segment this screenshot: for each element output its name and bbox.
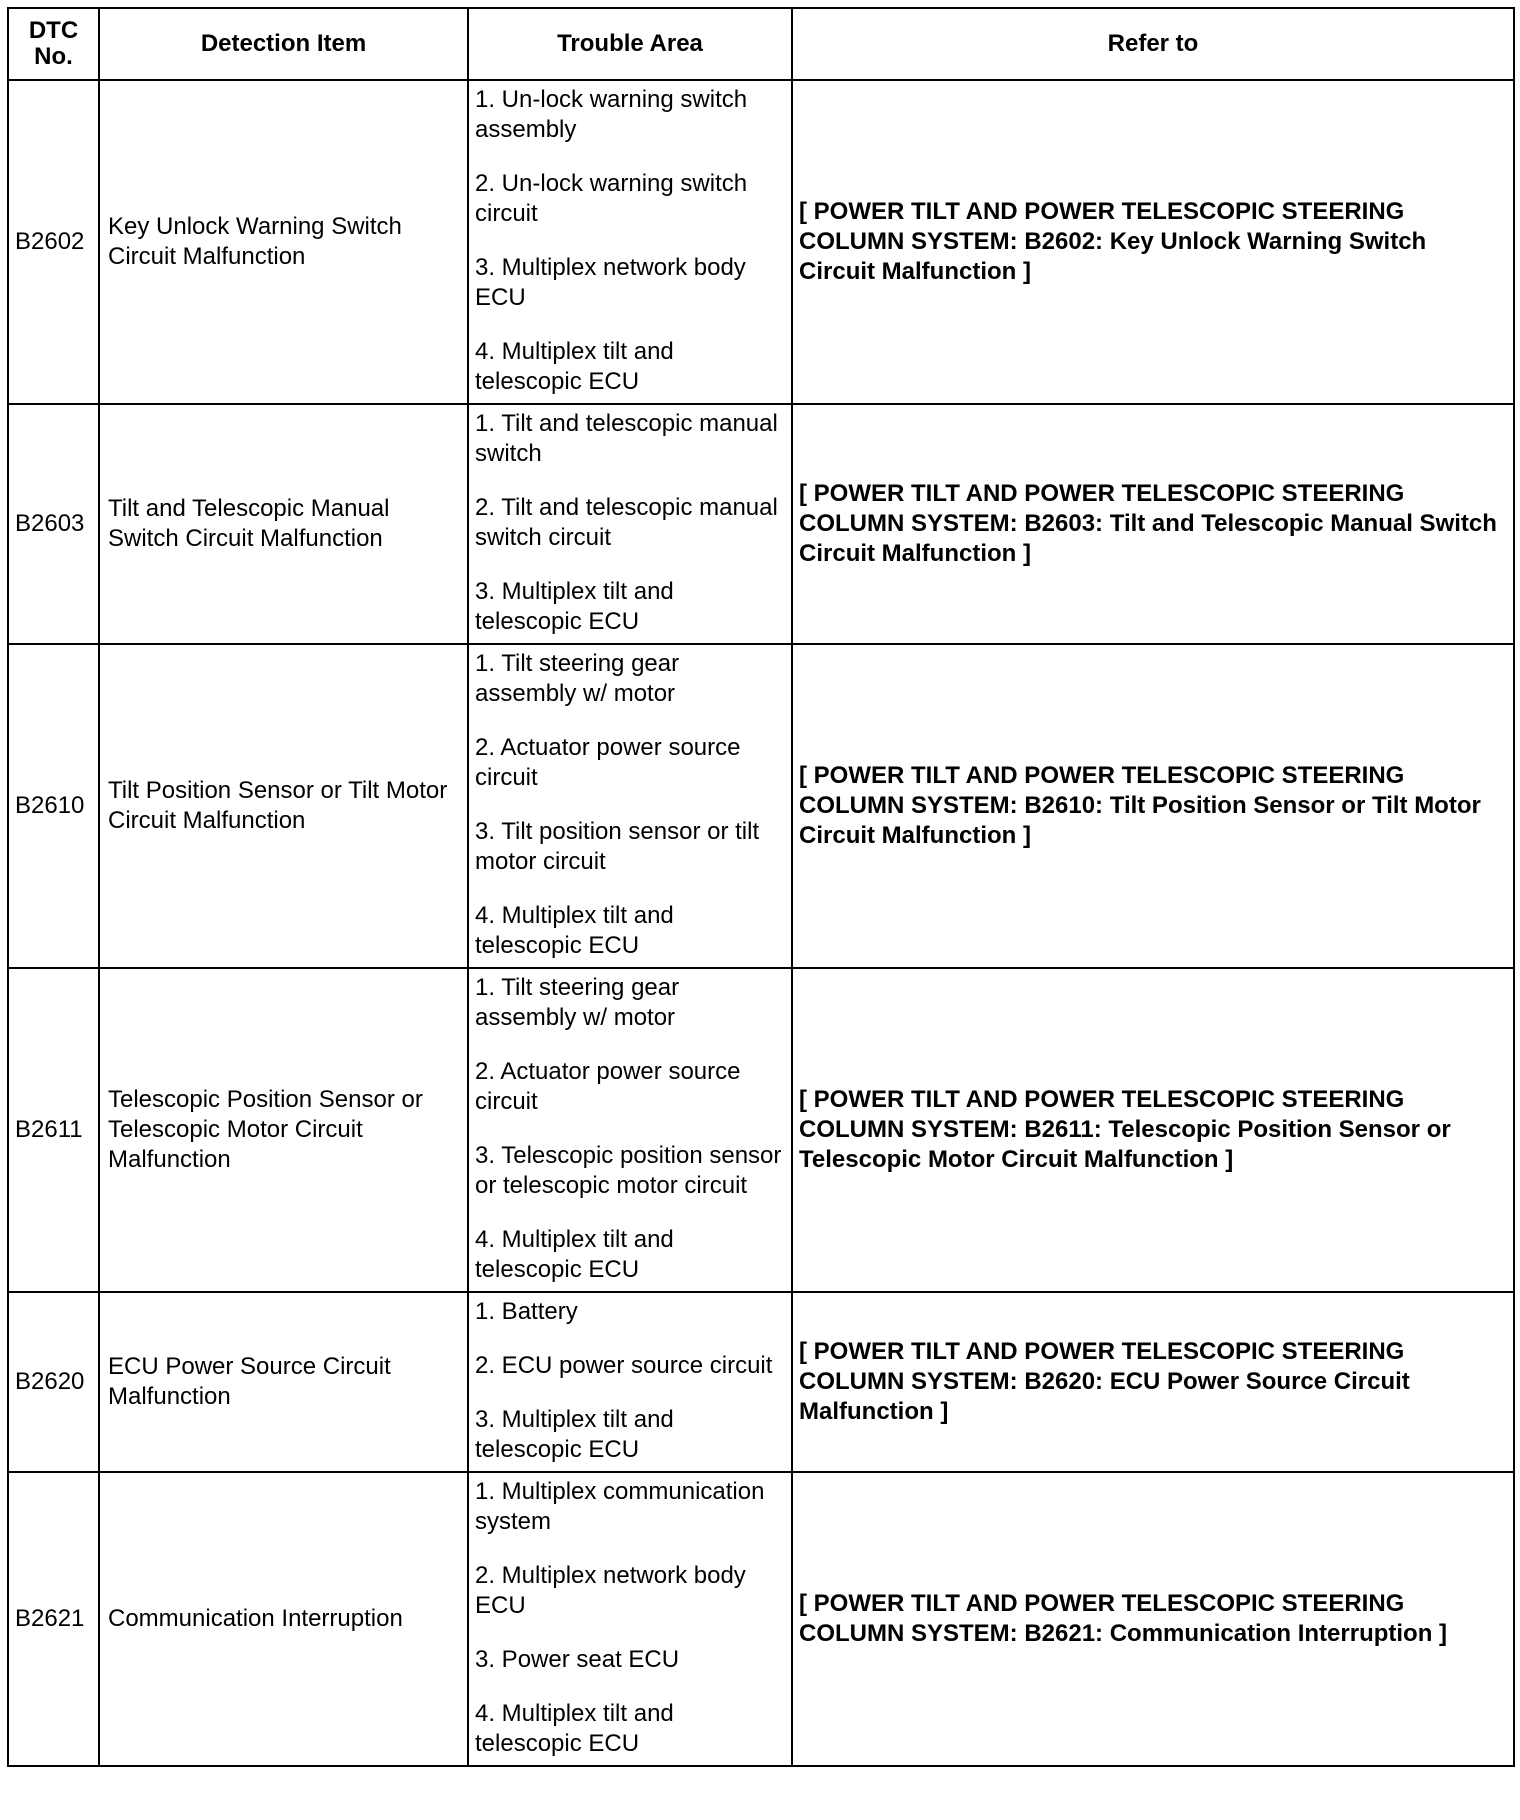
header-refer-to: Refer to [792,8,1514,80]
detection-item: Tilt Position Sensor or Tilt Motor Circuit Malfunction [99,644,468,968]
refer-link[interactable]: [ POWER TILT AND POWER TELESCOPIC STEERING COLUMN SYSTEM: B2610: Tilt Position Sensor or Tilt Motor Circuit Malfunction ] [792,644,1514,968]
trouble-item: 1. Tilt steering gear assembly w/ motor [475,650,680,707]
trouble-item: 4. Multiplex tilt and telescopic ECU [475,338,674,395]
trouble-item: 3. Telescopic position sensor or telescopic motor circuit [475,1142,782,1199]
trouble-item: 1. Un-lock warning switch assembly [475,86,748,143]
trouble-item: 1. Tilt steering gear assembly w/ motor [475,974,680,1031]
table-row [8,1472,1514,1766]
dtc-code: B2603 [8,404,99,644]
dtc-table-container [7,7,1513,1767]
trouble-item: 1. Battery [475,1298,578,1325]
trouble-item: 4. Multiplex tilt and telescopic ECU [475,902,674,959]
trouble-item: 2. Tilt and telescopic manual switch circuit [475,494,778,551]
trouble-item: 2. Actuator power source circuit [475,734,741,791]
detection-item: Key Unlock Warning Switch Circuit Malfunction [99,80,468,404]
trouble-area [468,1292,792,1472]
dtc-code: B2602 [8,80,99,404]
detection-item: ECU Power Source Circuit Malfunction [99,1292,468,1472]
trouble-area [468,644,792,968]
header-trouble-area: Trouble Area [468,8,792,80]
table-row [8,1292,1514,1472]
trouble-item: 1. Tilt and telescopic manual switch [475,410,778,467]
trouble-area [468,1472,792,1766]
dtc-code: B2610 [8,644,99,968]
detection-item: Telescopic Position Sensor or Telescopic Motor Circuit Malfunction [99,968,468,1292]
dtc-code: B2620 [8,1292,99,1472]
dtc-table [7,7,1515,1767]
table-row [8,644,1514,968]
dtc-code: B2621 [8,1472,99,1766]
refer-link[interactable]: [ POWER TILT AND POWER TELESCOPIC STEERING COLUMN SYSTEM: B2611: Telescopic Position Sensor or Telescopic Motor Circuit Malfunction ] [792,968,1514,1292]
table-row [8,80,1514,404]
trouble-item: 3. Multiplex tilt and telescopic ECU [475,1406,674,1463]
trouble-area [468,404,792,644]
trouble-item: 3. Multiplex network body ECU [475,254,746,311]
header-row [8,8,1514,80]
dtc-code: B2611 [8,968,99,1292]
table-row [8,404,1514,644]
trouble-item: 3. Multiplex tilt and telescopic ECU [475,578,674,635]
refer-link[interactable]: [ POWER TILT AND POWER TELESCOPIC STEERING COLUMN SYSTEM: B2621: Communication Interruption ] [792,1472,1514,1766]
header-dtc-no: DTC No. [8,8,99,80]
header-detection-item: Detection Item [99,8,468,80]
trouble-item: 1. Multiplex communication system [475,1478,765,1535]
trouble-item: 2. Un-lock warning switch circuit [475,170,748,227]
trouble-item: 3. Tilt position sensor or tilt motor circuit [475,818,760,875]
trouble-item: 2. Actuator power source circuit [475,1058,741,1115]
refer-link[interactable]: [ POWER TILT AND POWER TELESCOPIC STEERING COLUMN SYSTEM: B2603: Tilt and Telescopic Manual Switch Circuit Malfunction ] [792,404,1514,644]
table-row [8,968,1514,1292]
refer-link[interactable]: [ POWER TILT AND POWER TELESCOPIC STEERING COLUMN SYSTEM: B2620: ECU Power Source Circuit Malfunction ] [792,1292,1514,1472]
trouble-area [468,968,792,1292]
trouble-item: 2. Multiplex network body ECU [475,1562,746,1619]
trouble-item: 2. ECU power source circuit [475,1352,773,1379]
refer-link[interactable]: [ POWER TILT AND POWER TELESCOPIC STEERING COLUMN SYSTEM: B2602: Key Unlock Warning Switch Circuit Malfunction ] [792,80,1514,404]
detection-item: Tilt and Telescopic Manual Switch Circuit Malfunction [99,404,468,644]
detection-item: Communication Interruption [99,1472,468,1766]
trouble-item: 4. Multiplex tilt and telescopic ECU [475,1700,674,1757]
trouble-area [468,80,792,404]
trouble-item: 4. Multiplex tilt and telescopic ECU [475,1226,674,1283]
trouble-item: 3. Power seat ECU [475,1646,680,1673]
